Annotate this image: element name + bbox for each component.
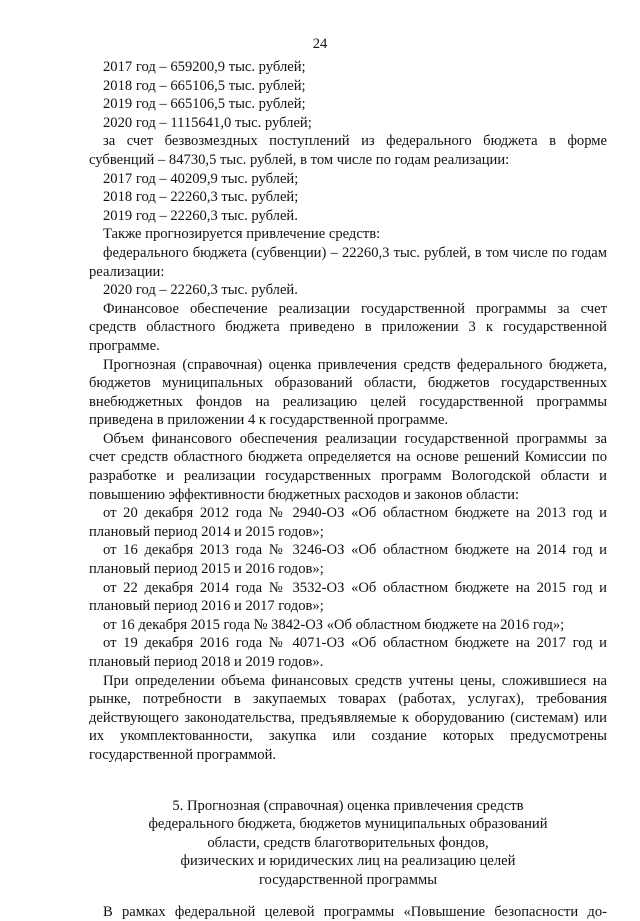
section-heading bbox=[89, 797, 607, 890]
year-line-2019: 2019 год – 665106,5 тыс. рублей; bbox=[103, 96, 306, 113]
subvention-line-2017: 2017 год – 40209,9 тыс. рублей; bbox=[103, 170, 299, 187]
section-heading-line: физических и юридических лиц на реализацию целей bbox=[180, 853, 516, 870]
section-heading-line: области, средств благотворительных фондов, bbox=[207, 834, 489, 851]
subvention-line-2019: 2019 год – 22260,3 тыс. рублей. bbox=[103, 207, 298, 224]
law-item: от 22 декабря 2014 года № 3532-ОЗ «Об областном бюджете на 2015 год и плановый период 2016 и 2017 годов»; bbox=[89, 579, 607, 615]
document-body bbox=[89, 58, 607, 921]
law-item: от 16 декабря 2015 года № 3842-ОЗ «Об областном бюджете на 2016 год»; bbox=[103, 616, 565, 633]
law-item: от 16 декабря 2013 года № 3246-ОЗ «Об областном бюджете на 2014 год и плановый период 2015 и 2016 годов»; bbox=[89, 542, 607, 578]
law-item: от 20 декабря 2012 года № 2940-ОЗ «Об областном бюджете на 2013 год и плановый период 2014 и 2015 годов»; bbox=[89, 505, 607, 540]
forecast-intro: Также прогнозируется привлечение средств: bbox=[103, 226, 381, 243]
law-item: от 19 декабря 2016 года № 4071-ОЗ «Об областном бюджете на 2017 год и плановый период 2018 и 2019 годов». bbox=[89, 635, 607, 670]
page-number: 24 bbox=[312, 36, 328, 52]
federal-line-2020: 2020 год – 22260,3 тыс. рублей. bbox=[103, 282, 298, 299]
subvention-paragraph: за счет безвозмездных поступлений из федерального бюджета в форме субвенций – 84730,5 тыс. рублей, в том числе по годам реализации: bbox=[89, 133, 607, 168]
volume-paragraph: Объем финансового обеспечения реализации государственной программы за счет средств областного бюджета определяется на основе решений Комиссии по разработке и реализации государственных программ Вологодской области и повышению эффективности бюджетных расходов и законов области: bbox=[89, 430, 607, 503]
financing-paragraph: Финансовое обеспечение реализации государственной программы за счет средств областного бюджета приведено в приложении 3 к государственной программе. bbox=[89, 300, 607, 354]
section-heading-line: 5. Прогнозная (справочная) оценка привлечения средств bbox=[172, 797, 524, 814]
year-line-2020: 2020 год – 1115641,0 тыс. рублей; bbox=[103, 114, 312, 131]
prices-paragraph: При определении объема финансовых средств учтены цены, сложившиеся на рынке, потребности в закупаемых товарах (работах, услугах), требования действующего законодательства, предъявляемые к оборудованию (системам) или их укомплектованности, закупка или создание которых предусмотрены государственной программой. bbox=[89, 672, 607, 763]
year-line-2018: 2018 год – 665106,5 тыс. рублей; bbox=[103, 77, 306, 94]
federal-budget-paragraph: федерального бюджета (субвенции) – 22260,3 тыс. рублей, в том числе по годам реализации: bbox=[89, 244, 607, 280]
forecast-paragraph: Прогнозная (справочная) оценка привлечения средств федерального бюджета, бюджетов муниципальных образований области, бюджетов государственных внебюджетных фондов на реализацию целей государственной программы приведена в приложении 4 к государственной программе. bbox=[89, 356, 607, 429]
section-heading-line: федерального бюджета, бюджетов муниципальных образований bbox=[148, 816, 548, 833]
year-line-2017: 2017 год – 659200,9 тыс. рублей; bbox=[103, 59, 306, 75]
section-heading-line: государственной программы bbox=[258, 871, 438, 888]
closing-paragraph: В рамках федеральной целевой программы «Повышение безопасности до- bbox=[103, 903, 607, 920]
subvention-line-2018: 2018 год – 22260,3 тыс. рублей; bbox=[103, 189, 299, 206]
